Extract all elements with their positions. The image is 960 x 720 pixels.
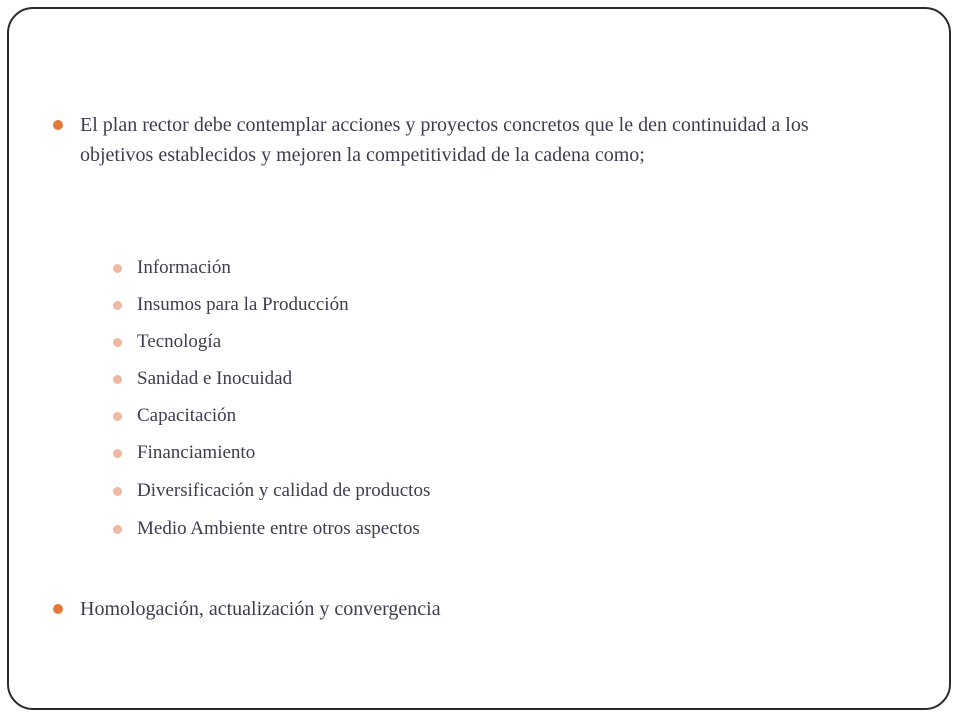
- sub-bullet-dot-icon: [113, 449, 122, 458]
- closing-text: Homologación, actualización y convergencia: [80, 598, 441, 620]
- subitem-text: Medio Ambiente entre otros aspectos: [137, 518, 420, 539]
- sub-bullet-dot-icon: [113, 264, 122, 273]
- subitem-text: Información: [137, 257, 231, 278]
- subitem-text: Tecnología: [137, 331, 222, 352]
- bullet-dot-icon: [53, 120, 63, 130]
- sub-bullet-dot-icon: [113, 487, 122, 496]
- sub-bullet-dot-icon: [113, 338, 122, 347]
- sub-bullet-dot-icon: [113, 301, 122, 310]
- subitem-health: [113, 366, 813, 392]
- subitem-environment: [113, 516, 813, 542]
- sub-bullet-dot-icon: [113, 412, 122, 421]
- intro-bullet-item: [53, 110, 873, 170]
- bullet-dot-icon: [53, 604, 63, 614]
- sub-bullet-dot-icon: [113, 375, 122, 384]
- subitem-inputs: [113, 292, 813, 318]
- subitem-financing: [113, 440, 813, 466]
- sub-bullet-dot-icon: [113, 525, 122, 534]
- intro-text: El plan rector debe contemplar acciones y proyectos concretos que le den continuidad a los objetivos establecidos y mejoren la competitividad de la cadena como;: [80, 114, 809, 166]
- subitem-information: [113, 255, 813, 281]
- subitem-text: Financiamiento: [137, 442, 256, 463]
- closing-bullet-item: [53, 594, 873, 624]
- subitem-text: Diversificación y calidad de productos: [137, 480, 431, 501]
- subitem-text: Capacitación: [137, 405, 237, 426]
- subitem-training: [113, 403, 813, 429]
- subitem-text: Sanidad e Inocuidad: [137, 368, 293, 389]
- subitem-text: Insumos para la Producción: [137, 294, 349, 315]
- subitem-technology: [113, 329, 813, 355]
- subitem-diversification: [113, 478, 813, 504]
